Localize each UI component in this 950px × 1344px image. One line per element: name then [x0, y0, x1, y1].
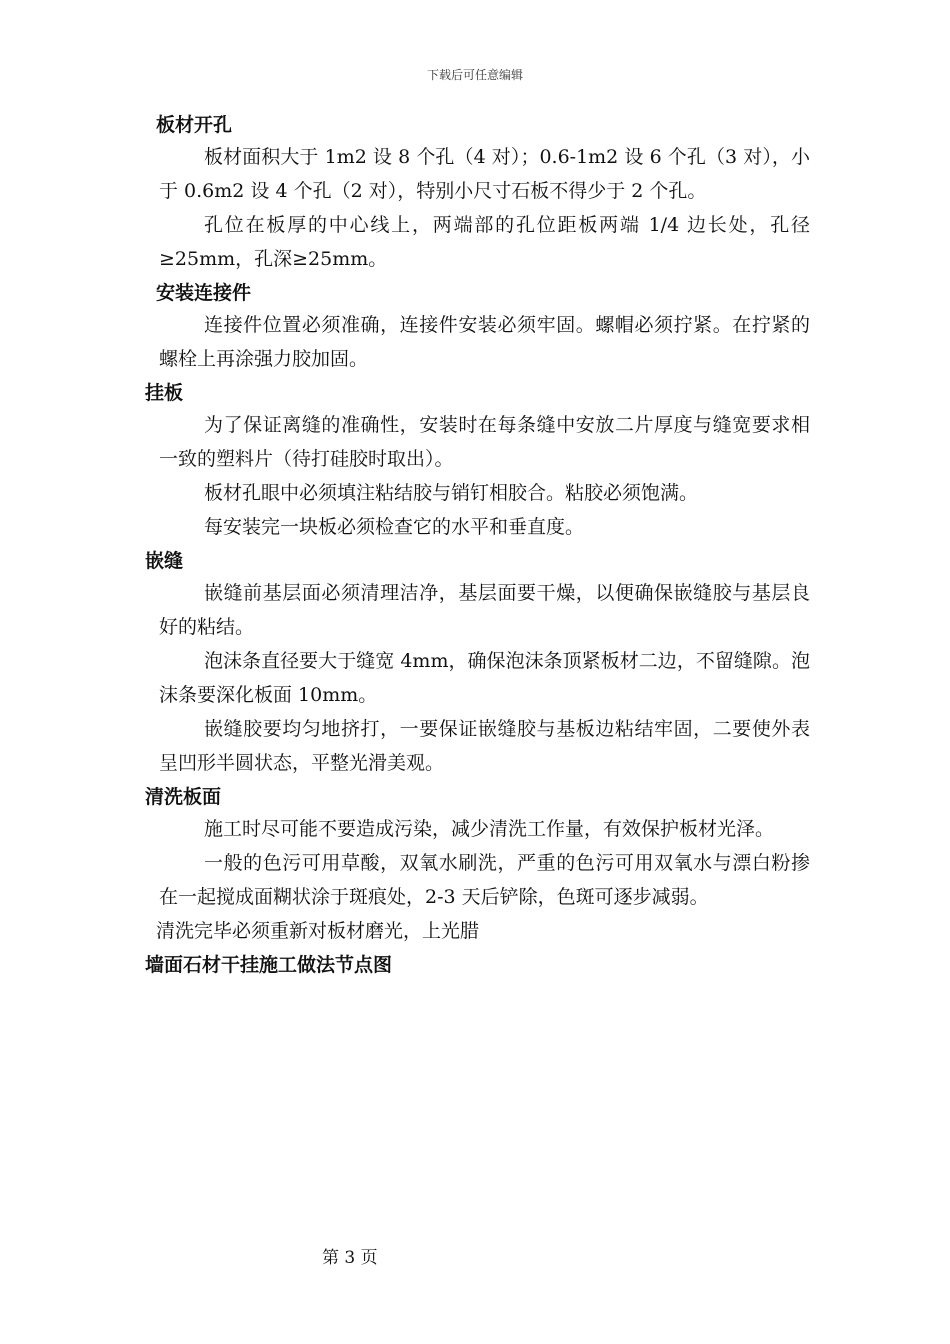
paragraph: 嵌缝前基层面必须清理洁净，基层面要干燥，以便确保嵌缝胶与基层良好的粘结。 — [159, 582, 810, 638]
paragraph: 孔位在板厚的中心线上，两端部的孔位距板两端 1/4 边长处，孔径≥25mm，孔深≥25mm。 — [159, 214, 810, 270]
paragraph: 为了保证离缝的准确性，安装时在每条缝中安放二片厚度与缝宽要求相一致的塑料片（待打硅胶时取出）。 — [159, 414, 810, 470]
paragraph: 板材面积大于 1m2 设 8 个孔（4 对）；0.6-1m2 设 6 个孔（3 对），小于 0.6m2 设 4 个孔（2 对），特别小尺寸石板不得少于 2 个孔。 — [159, 146, 810, 202]
section-title-connectors: 安装连接件 — [156, 282, 252, 304]
page-header: 下载后可任意编辑 — [426, 68, 523, 82]
paragraph: 板材孔眼中必须填注粘结胶与销钉相胶合。粘胶必须饱满。 — [204, 482, 699, 504]
paragraph: 每安装完一块板必须检查它的水平和垂直度。 — [204, 516, 585, 538]
paragraph: 泡沫条直径要大于缝宽 4mm，确保泡沫条顶紧板材二边，不留缝隙。泡沫条要深化板面 10mm。 — [159, 650, 810, 706]
paragraph: 一般的色污可用草酸，双氧水刷洗，严重的色污可用双氧水与漂白粉掺在一起搅成面糊状涂于斑痕处，2-3 天后铲除，色斑可逐步减弱。 — [159, 852, 810, 908]
page-number: 第 3 页 — [322, 1248, 378, 1268]
paragraph: 嵌缝胶要均匀地挤打，一要保证嵌缝胶与基板边粘结牢固，二要使外表呈凹形半圆状态，平整光滑美观。 — [159, 718, 810, 774]
section-title-caulking: 嵌缝 — [145, 550, 184, 572]
paragraph: 清洗完毕必须重新对板材磨光，上光腊 — [156, 920, 480, 942]
section-title-drilling: 板材开孔 — [156, 114, 233, 136]
section-title-node-drawing: 墙面石材干挂施工做法节点图 — [145, 954, 393, 976]
section-title-hanging: 挂板 — [145, 382, 184, 404]
paragraph: 施工时尽可能不要造成污染，减少清洗工作量，有效保护板材光泽。 — [204, 818, 775, 840]
document-body — [0, 108, 950, 980]
paragraph: 连接件位置必须准确，连接件安装必须牢固。螺帽必须拧紧。在拧紧的螺栓上再涂强力胶加固。 — [159, 314, 810, 370]
section-title-cleaning: 清洗板面 — [145, 786, 222, 808]
